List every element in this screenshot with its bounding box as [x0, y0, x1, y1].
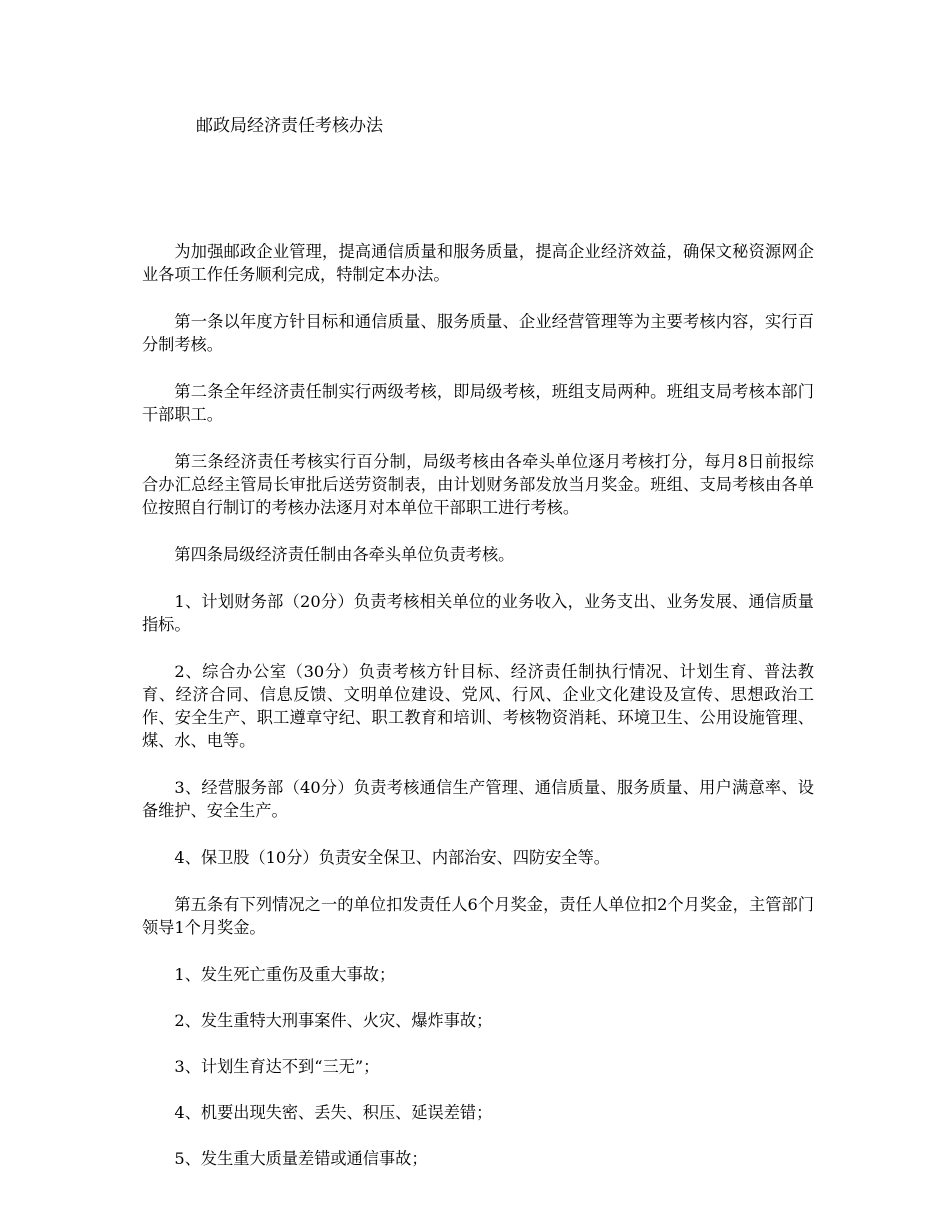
paragraph-condition-1: 1、发生死亡重伤及重大事故；: [174, 965, 396, 984]
paragraph-intro: 为加强邮政企业管理，提高通信质量和服务质量，提高企业经济效益，确保文秘资源网企业各项工作任务顺利完成，特制定本办法。: [142, 242, 814, 284]
paragraph-condition-2: 2、发生重特大刑事案件、火灾、爆炸事故；: [174, 1011, 493, 1030]
paragraph-item-finance: 1、计划财务部（20分）负责考核相关单位的业务收入，业务支出、业务发展、通信质量指标。: [142, 592, 814, 634]
paragraph-article-1: 第一条以年度方针目标和通信质量、服务质量、企业经营管理等为主要考核内容，实行百分制考核。: [142, 312, 814, 354]
document-title: 邮政局经济责任考核办法: [196, 116, 383, 136]
paragraph-article-4: 第四条局级经济责任制由各牵头单位负责考核。: [174, 545, 515, 564]
paragraph-article-3: 第三条经济责任考核实行百分制，局级考核由各牵头单位逐月考核打分，每月8日前报综合办汇总经主管局长审批后送劳资制表，由计划财务部发放当月奖金。班组、支局考核由各单位按照自行制订的考核办法逐月对本单位干部职工进行考核。: [142, 452, 814, 517]
paragraph-article-5: 第五条有下列情况之一的单位扣发责任人6个月奖金，责任人单位扣2个月奖金，主管部门领导1个月奖金。: [142, 895, 814, 937]
paragraph-article-2: 第二条全年经济责任制实行两级考核，即局级考核，班组支局两种。班组支局考核本部门干部职工。: [142, 382, 814, 424]
paragraph-item-operations: 3、经营服务部（40分）负责考核通信生产管理、通信质量、服务质量、用户满意率、设备维护、安全生产。: [142, 778, 814, 820]
paragraph-condition-4: 4、机要出现失密、丢失、积压、延误差错；: [174, 1103, 493, 1122]
paragraph-condition-5: 5、发生重大质量差错或通信事故；: [174, 1149, 428, 1168]
paragraph-item-security: 4、保卫股（10分）负责安全保卫、内部治安、四防安全等。: [174, 848, 610, 867]
paragraph-condition-3: 3、计划生育达不到“三无”；: [174, 1057, 380, 1076]
document-body: [142, 240, 814, 1193]
paragraph-item-office: 2、综合办公室（30分）负责考核方针目标、经济责任制执行情况、计划生育、普法教育、经济合同、信息反馈、文明单位建设、党风、行风、企业文化建设及宣传、思想政治工作、安全生产、职工遵章守纪、职工教育和培训、考核物资消耗、环境卫生、公用设施管理、煤、水、电等。: [142, 662, 814, 750]
